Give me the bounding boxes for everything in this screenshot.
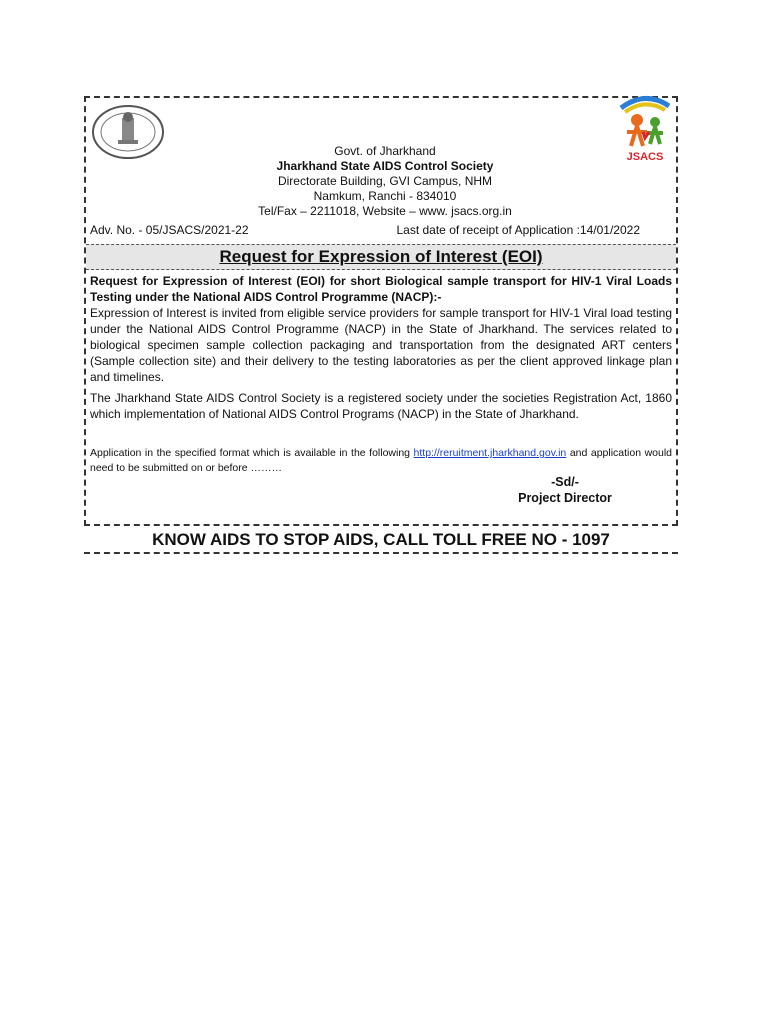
adv-row xyxy=(90,223,640,237)
contact-line: Tel/Fax – 2211018, Website – www. jsacs.org.in xyxy=(258,204,512,218)
adv-number: Adv. No. - 05/JSACS/2021-22 xyxy=(90,223,249,237)
signature-sd: -Sd/- xyxy=(551,475,579,489)
apply-text-after: and application would need to be submitted on or before ……… xyxy=(90,447,673,474)
society-paragraph: The Jharkhand State AIDS Control Society is a registered society under the societies Registration Act, 1860 which implementation of National AIDS Control Programs (NACP) in the State of Jharkhand. xyxy=(90,391,672,421)
address-line-2: Namkum, Ranchi - 834010 xyxy=(313,189,457,203)
eoi-heading: Request for Expression of Interest (EOI) for short Biological sample transport for HIV-1 Viral Loads Testing under the National AIDS Control Programme (NACP):- xyxy=(90,274,672,304)
last-date: Last date of receipt of Application :14/01/2022 xyxy=(396,223,640,237)
society-name: Jharkhand State AIDS Control Society xyxy=(276,159,494,173)
title-bar xyxy=(86,244,676,270)
recruitment-link[interactable]: http://reruitment.jharkhand.gov.in xyxy=(413,447,567,459)
footer-text: KNOW AIDS TO STOP AIDS, CALL TOLL FREE NO - 1097 xyxy=(152,530,610,549)
application-paragraph xyxy=(90,446,672,476)
logo-text: JSACS xyxy=(626,151,664,163)
govt-line: Govt. of Jharkhand xyxy=(334,144,436,158)
signature-designation: Project Director xyxy=(518,491,612,505)
apply-text-before: Application in the specified format which is available in the following xyxy=(90,447,411,459)
footer-banner xyxy=(84,528,678,554)
jsacs-logo xyxy=(613,88,677,166)
eoi-paragraph: Expression of Interest is invited from eligible service providers for sample transport for HIV-1 Viral load testing under the National AIDS Control Programme (NACP) in the State of Jharkhand. The services related to biological specimen sample collection packaging and transportation from the designated ART centers (Sample collection site) and their delivery to the testing laboratories as per the client approved linkage plan and timelines. xyxy=(90,306,672,384)
address-line-1: Directorate Building, GVI Campus, NHM xyxy=(277,174,493,188)
document-title: Request for Expression of Interest (EOI) xyxy=(219,247,543,266)
